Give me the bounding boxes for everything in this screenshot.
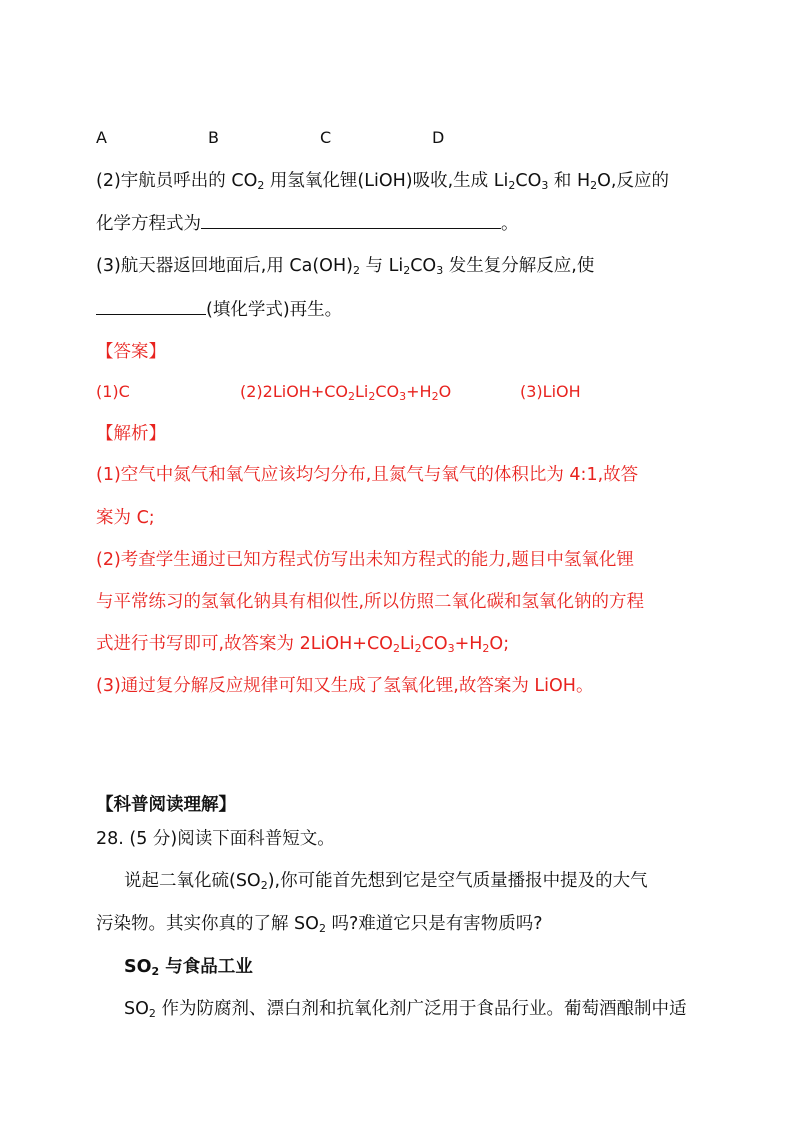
analysis-2-line-1: (2)考查学生通过已知方程式仿写出未知方程式的能力,题目中氢氧化锂 [96,550,634,570]
analysis-1-line-2: 案为 C; [96,508,155,528]
option-a: A [96,128,107,147]
question-2-line-2: 化学方程式为 。 [96,210,519,237]
question-2-line-1: (2)宇航员呼出的 $CO_2$ 用氢氧化锂(LiOH)吸收,生成 $Li_2CO_3$ 和 $H_2O$,反应的 [96,171,669,192]
answer-2: $(2)2LiOH+CO_2Li_2CO_3+H_2O$ [240,382,452,403]
analysis-1-line-1: (1)空气中氮气和氧气应该均匀分布,且氮气与氧气的体积比为 4:1,故答 [96,465,639,485]
question-3-line-2: (填化学式)再生。 [96,296,342,323]
analysis-heading: 【解析】 [96,424,166,444]
analysis-3: (3)通过复分解反应规律可知又生成了氢氧化锂,故答案为 LiOH。 [96,676,594,696]
option-b: B [208,128,219,147]
answer-heading: 【答案】 [96,342,166,362]
passage-line-1: 说起二氧化硫$(SO_2)$,你可能首先想到它是空气质量播报中提及的大气 [124,871,648,892]
analysis-2-line-2: 与平常练习的氢氧化钠具有相似性,所以仿照二氧化碳和氢氧化钠的方程 [96,592,645,612]
passage-line-3: $SO_2$ 作为防腐剂、漂白剂和抗氧化剂广泛用于食品行业。葡萄酒酿制中适 [124,999,687,1020]
option-d: D [432,128,445,147]
question-3-line-1: (3)航天器返回地面后,用 $Ca(OH)_2$ 与 $Li_2CO_3$ 发生复分解反应,使 [96,256,595,277]
answer-1: (1)C [96,382,130,401]
option-c: C [320,128,332,147]
section-heading: 【科普阅读理解】 [96,795,236,815]
answer-blank [201,210,501,229]
question-28: 28. (5 分)阅读下面科普短文。 [96,829,335,849]
passage-line-2: 污染物。其实你真的了解 $SO_2$ 吗?难道它只是有害物质吗? [96,914,543,935]
analysis-2-line-3: 式进行书写即可,故答案为 $2LiOH+CO_2Li_2CO_3+H_2O$; [96,634,510,655]
answer-blank [96,296,206,315]
answer-3: (3)LiOH [520,382,581,401]
passage-subheading: $SO_2$ 与食品工业 [124,957,253,978]
